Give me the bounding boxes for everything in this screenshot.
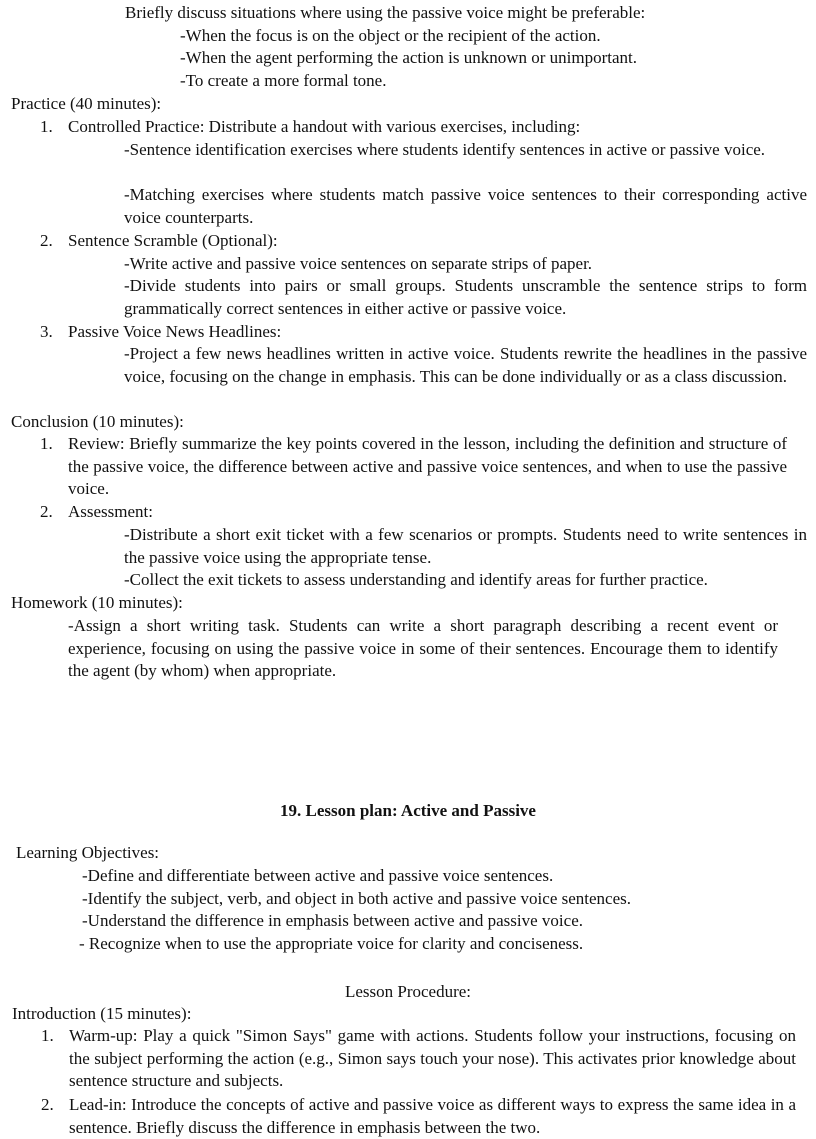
bullet-formal-tone: -To create a more formal tone. bbox=[180, 71, 387, 90]
practice-heading: Practice (40 minutes): bbox=[11, 94, 162, 113]
procedure-heading: Lesson Procedure: bbox=[344, 982, 472, 1001]
homework-text: -Assign a short writing task. Students can write a short paragraph describing a recent event or experience, focusing on using the passive voice in some of their sentences. Encourage them to identify the agent (by whom) when appropriate. bbox=[68, 616, 778, 681]
practice-item-3-label: Passive Voice News Headlines: bbox=[68, 322, 282, 341]
practice-item-2-number: 2. bbox=[40, 231, 53, 250]
practice-item-3-sub-1: -Project a few news headlines written in active voice. Students rewrite the headlines in the passive voice, focusing on the change in emphasis. This can be done individually or as a class discussion. bbox=[124, 344, 807, 386]
conclusion-item-2-sub-2: -Collect the exit tickets to assess understanding and identify areas for further practice. bbox=[124, 570, 708, 589]
practice-item-2-label: Sentence Scramble (Optional): bbox=[68, 231, 278, 250]
conclusion-item-2-sub-1: -Distribute a short exit ticket with a few scenarios or prompts. Students need to write sentences in the passive voice using the appropriate tense. bbox=[124, 525, 807, 567]
homework-heading: Homework (10 minutes): bbox=[11, 593, 183, 612]
bullet-agent-unknown: -When the agent performing the action is unknown or unimportant. bbox=[180, 48, 637, 67]
practice-item-1-number: 1. bbox=[40, 117, 53, 136]
introduction-heading: Introduction (15 minutes): bbox=[12, 1004, 192, 1023]
objective-1: -Define and differentiate between active and passive voice sentences. bbox=[82, 866, 554, 885]
conclusion-heading: Conclusion (10 minutes): bbox=[11, 412, 184, 431]
practice-item-3-number: 3. bbox=[40, 322, 53, 341]
objective-3: -Understand the difference in emphasis between active and passive voice. bbox=[82, 911, 583, 930]
conclusion-item-2-label: Assessment: bbox=[68, 502, 153, 521]
objectives-heading: Learning Objectives: bbox=[16, 843, 160, 862]
objective-4: - Recognize when to use the appropriate voice for clarity and conciseness. bbox=[79, 934, 584, 953]
conclusion-item-1-number: 1. bbox=[40, 434, 53, 453]
conclusion-item-2-number: 2. bbox=[40, 502, 53, 521]
passive-preferable-intro: Briefly discuss situations where using the passive voice might be preferable: bbox=[125, 3, 646, 22]
practice-item-1-sub-1: -Sentence identification exercises where students identify sentences in active or passive voice. bbox=[124, 140, 766, 159]
bullet-focus-object: -When the focus is on the object or the recipient of the action. bbox=[180, 26, 601, 45]
intro-item-2-text: Lead-in: Introduce the concepts of active and passive voice as different ways to express the same idea in a sentence. Briefly discuss the difference in emphasis between the two. bbox=[69, 1095, 796, 1137]
intro-item-2-number: 2. bbox=[41, 1095, 54, 1114]
intro-item-1-text: Warm-up: Play a quick "Simon Says" game with actions. Students follow your instructions, focusing on the subject performing the action (e.g., Simon says touch your nose). This activates prior knowledge about sentence structure and subjects. bbox=[69, 1026, 796, 1091]
practice-item-1-sub-2: -Matching exercises where students match passive voice sentences to their corresponding active voice counterparts. bbox=[124, 185, 807, 227]
objective-2: -Identify the subject, verb, and object in both active and passive voice sentences. bbox=[82, 889, 632, 908]
practice-item-1-label: Controlled Practice: Distribute a handout with various exercises, including: bbox=[68, 117, 581, 136]
conclusion-item-1-text: Review: Briefly summarize the key points covered in the lesson, including the definition and structure of the passive voice, the difference between active and passive voice sentences, and when to use the passive voice. bbox=[68, 434, 787, 499]
practice-item-2-sub-2: -Divide students into pairs or small groups. Students unscramble the sentence strips to form grammatically correct sentences in either active or passive voice. bbox=[124, 276, 807, 318]
intro-item-1-number: 1. bbox=[41, 1026, 54, 1045]
practice-item-2-sub-1: -Write active and passive voice sentences on separate strips of paper. bbox=[124, 254, 593, 273]
lesson-title: 19. Lesson plan: Active and Passive bbox=[280, 801, 536, 820]
